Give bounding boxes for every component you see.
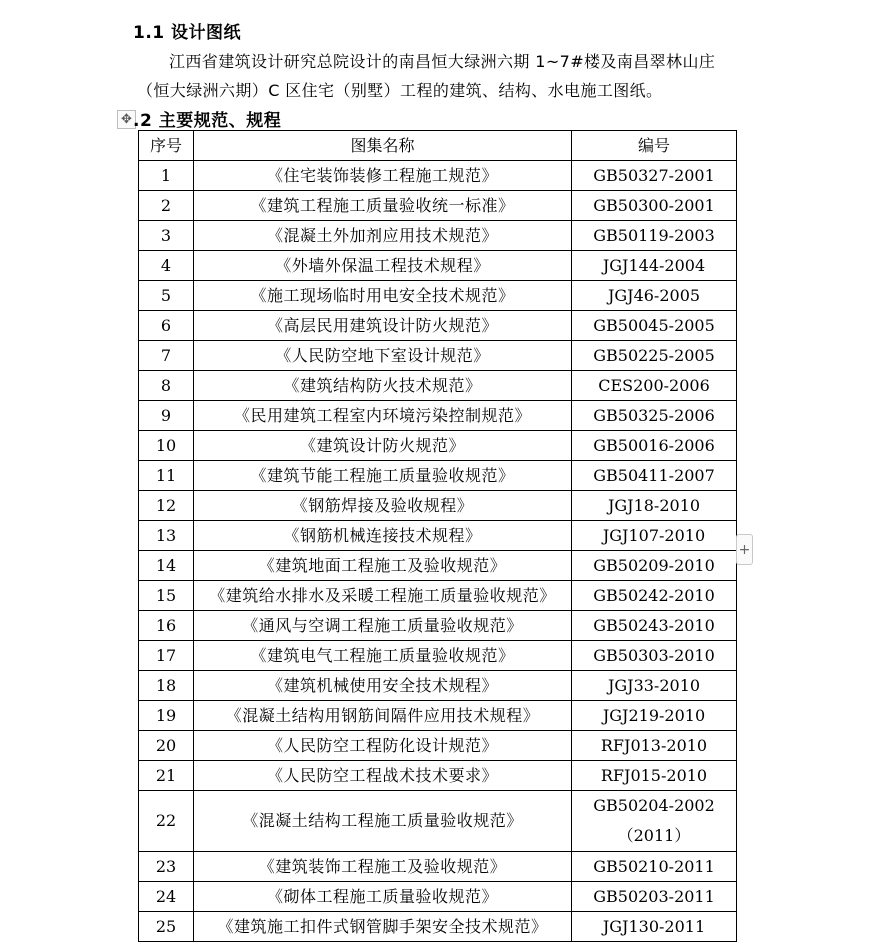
row-standard-name: 《施工现场临时用电安全技术规范》 [194,281,572,311]
row-standard-code: RFJ013-2010 [572,731,737,761]
row-standard-code: GB50300-2001 [572,191,737,221]
header-code: 编号 [572,131,737,161]
row-serial-no: 9 [139,401,194,431]
row-standard-code: GB50411-2007 [572,461,737,491]
row-standard-code: JGJ219-2010 [572,701,737,731]
row-standard-code: JGJ107-2010 [572,521,737,551]
row-standard-code: GB50045-2005 [572,311,737,341]
header-serial-no: 序号 [139,131,194,161]
section-heading-design-drawings: 1.1 设计图纸 [133,23,242,43]
row-standard-name: 《钢筋焊接及验收规程》 [194,491,572,521]
row-serial-no: 24 [139,882,194,912]
row-standard-name: 《砌体工程施工质量验收规范》 [194,882,572,912]
row-standard-code-line2: （2011） [617,826,691,845]
table-row [139,701,737,731]
table-row [139,461,737,491]
row-serial-no: 23 [139,852,194,882]
row-standard-name: 《通风与空调工程施工质量验收规范》 [194,611,572,641]
row-serial-no: 22 [139,791,194,852]
row-standard-code: GB50225-2005 [572,341,737,371]
row-serial-no: 8 [139,371,194,401]
standards-table [138,130,737,942]
table-row [139,221,737,251]
row-standard-code: JGJ130-2011 [572,912,737,942]
table-row [139,912,737,942]
row-serial-no: 20 [139,731,194,761]
row-standard-name: 《建筑地面工程施工及验收规范》 [194,551,572,581]
row-serial-no: 18 [139,671,194,701]
row-standard-code: JGJ33-2010 [572,671,737,701]
row-standard-code: GB50303-2010 [572,641,737,671]
table-row [139,731,737,761]
row-standard-name: 《混凝土结构工程施工质量验收规范》 [194,791,572,852]
row-standard-name: 《建筑装饰工程施工及验收规范》 [194,852,572,882]
row-serial-no: 17 [139,641,194,671]
row-serial-no: 5 [139,281,194,311]
row-standard-name: 《建筑设计防火规范》 [194,431,572,461]
row-standard-code: GB50242-2010 [572,581,737,611]
row-standard-code: GB50243-2010 [572,611,737,641]
plus-icon: + [738,541,751,558]
table-row [139,491,737,521]
row-serial-no: 15 [139,581,194,611]
table-row [139,251,737,281]
row-serial-no: 7 [139,341,194,371]
table-row [139,791,737,852]
row-serial-no: 2 [139,191,194,221]
section-heading-standards: .2 主要规范、规程 [133,111,282,131]
table-row [139,882,737,912]
table-row [139,191,737,221]
row-standard-code: CES200-2006 [572,371,737,401]
row-standard-code: JGJ46-2005 [572,281,737,311]
row-standard-name: 《建筑给水排水及采暖工程施工质量验收规范》 [194,581,572,611]
row-serial-no: 6 [139,311,194,341]
table-row [139,311,737,341]
row-standard-name: 《混凝土结构用钢筋间隔件应用技术规程》 [194,701,572,731]
row-serial-no: 10 [139,431,194,461]
row-serial-no: 21 [139,761,194,791]
row-serial-no: 1 [139,161,194,191]
table-row [139,401,737,431]
row-standard-name: 《建筑机械使用安全技术规程》 [194,671,572,701]
table-row [139,761,737,791]
row-standard-name: 《建筑结构防火技术规范》 [194,371,572,401]
table-row [139,671,737,701]
move-cross-icon: ✥ [121,112,132,127]
row-standard-name: 《建筑工程施工质量验收统一标准》 [194,191,572,221]
header-atlas-name: 图集名称 [194,131,572,161]
row-serial-no: 25 [139,912,194,942]
row-standard-code: GB50203-2011 [572,882,737,912]
row-standard-name: 《住宅装饰装修工程施工规范》 [194,161,572,191]
row-serial-no: 4 [139,251,194,281]
row-standard-code: GB50210-2011 [572,852,737,882]
row-standard-code: GB50325-2006 [572,401,737,431]
table-row [139,551,737,581]
row-standard-code: GB50327-2001 [572,161,737,191]
table-row [139,852,737,882]
add-row-button[interactable] [736,534,753,565]
table-row [139,281,737,311]
row-standard-code: RFJ015-2010 [572,761,737,791]
row-standard-name: 《外墙外保温工程技术规程》 [194,251,572,281]
row-standard-code: GB50209-2010 [572,551,737,581]
row-standard-name: 《钢筋机械连接技术规程》 [194,521,572,551]
row-standard-code: GB50016-2006 [572,431,737,461]
table-row [139,521,737,551]
table-row [139,641,737,671]
row-standard-name: 《人民防空工程战术技术要求》 [194,761,572,791]
table-row [139,371,737,401]
table-row [139,161,737,191]
row-serial-no: 13 [139,521,194,551]
row-standard-code: JGJ144-2004 [572,251,737,281]
row-standard-code: JGJ18-2010 [572,491,737,521]
row-serial-no: 19 [139,701,194,731]
row-standard-name: 《建筑电气工程施工质量验收规范》 [194,641,572,671]
row-standard-code [572,791,737,852]
row-standard-name: 《建筑施工扣件式钢管脚手架安全技术规范》 [194,912,572,942]
table-row [139,581,737,611]
row-serial-no: 3 [139,221,194,251]
row-serial-no: 12 [139,491,194,521]
design-drawings-paragraph: 江西省建筑设计研究总院设计的南昌恒大绿洲六期 1~7#楼及南昌翠林山庄（恒大绿洲六期）C 区住宅（别墅）工程的建筑、结构、水电施工图纸。 [137,52,716,100]
table-row [139,341,737,371]
row-standard-code-line1: GB50204-2002 [593,796,715,815]
row-standard-name: 《混凝土外加剂应用技术规范》 [194,221,572,251]
row-standard-name: 《高层民用建筑设计防火规范》 [194,311,572,341]
row-serial-no: 14 [139,551,194,581]
row-serial-no: 11 [139,461,194,491]
table-header-row [139,131,737,161]
row-standard-name: 《人民防空地下室设计规范》 [194,341,572,371]
row-standard-name: 《建筑节能工程施工质量验收规范》 [194,461,572,491]
row-serial-no: 16 [139,611,194,641]
row-standard-code: GB50119-2003 [572,221,737,251]
row-standard-name: 《民用建筑工程室内环境污染控制规范》 [194,401,572,431]
table-row [139,431,737,461]
table-row [139,611,737,641]
row-standard-name: 《人民防空工程防化设计规范》 [194,731,572,761]
